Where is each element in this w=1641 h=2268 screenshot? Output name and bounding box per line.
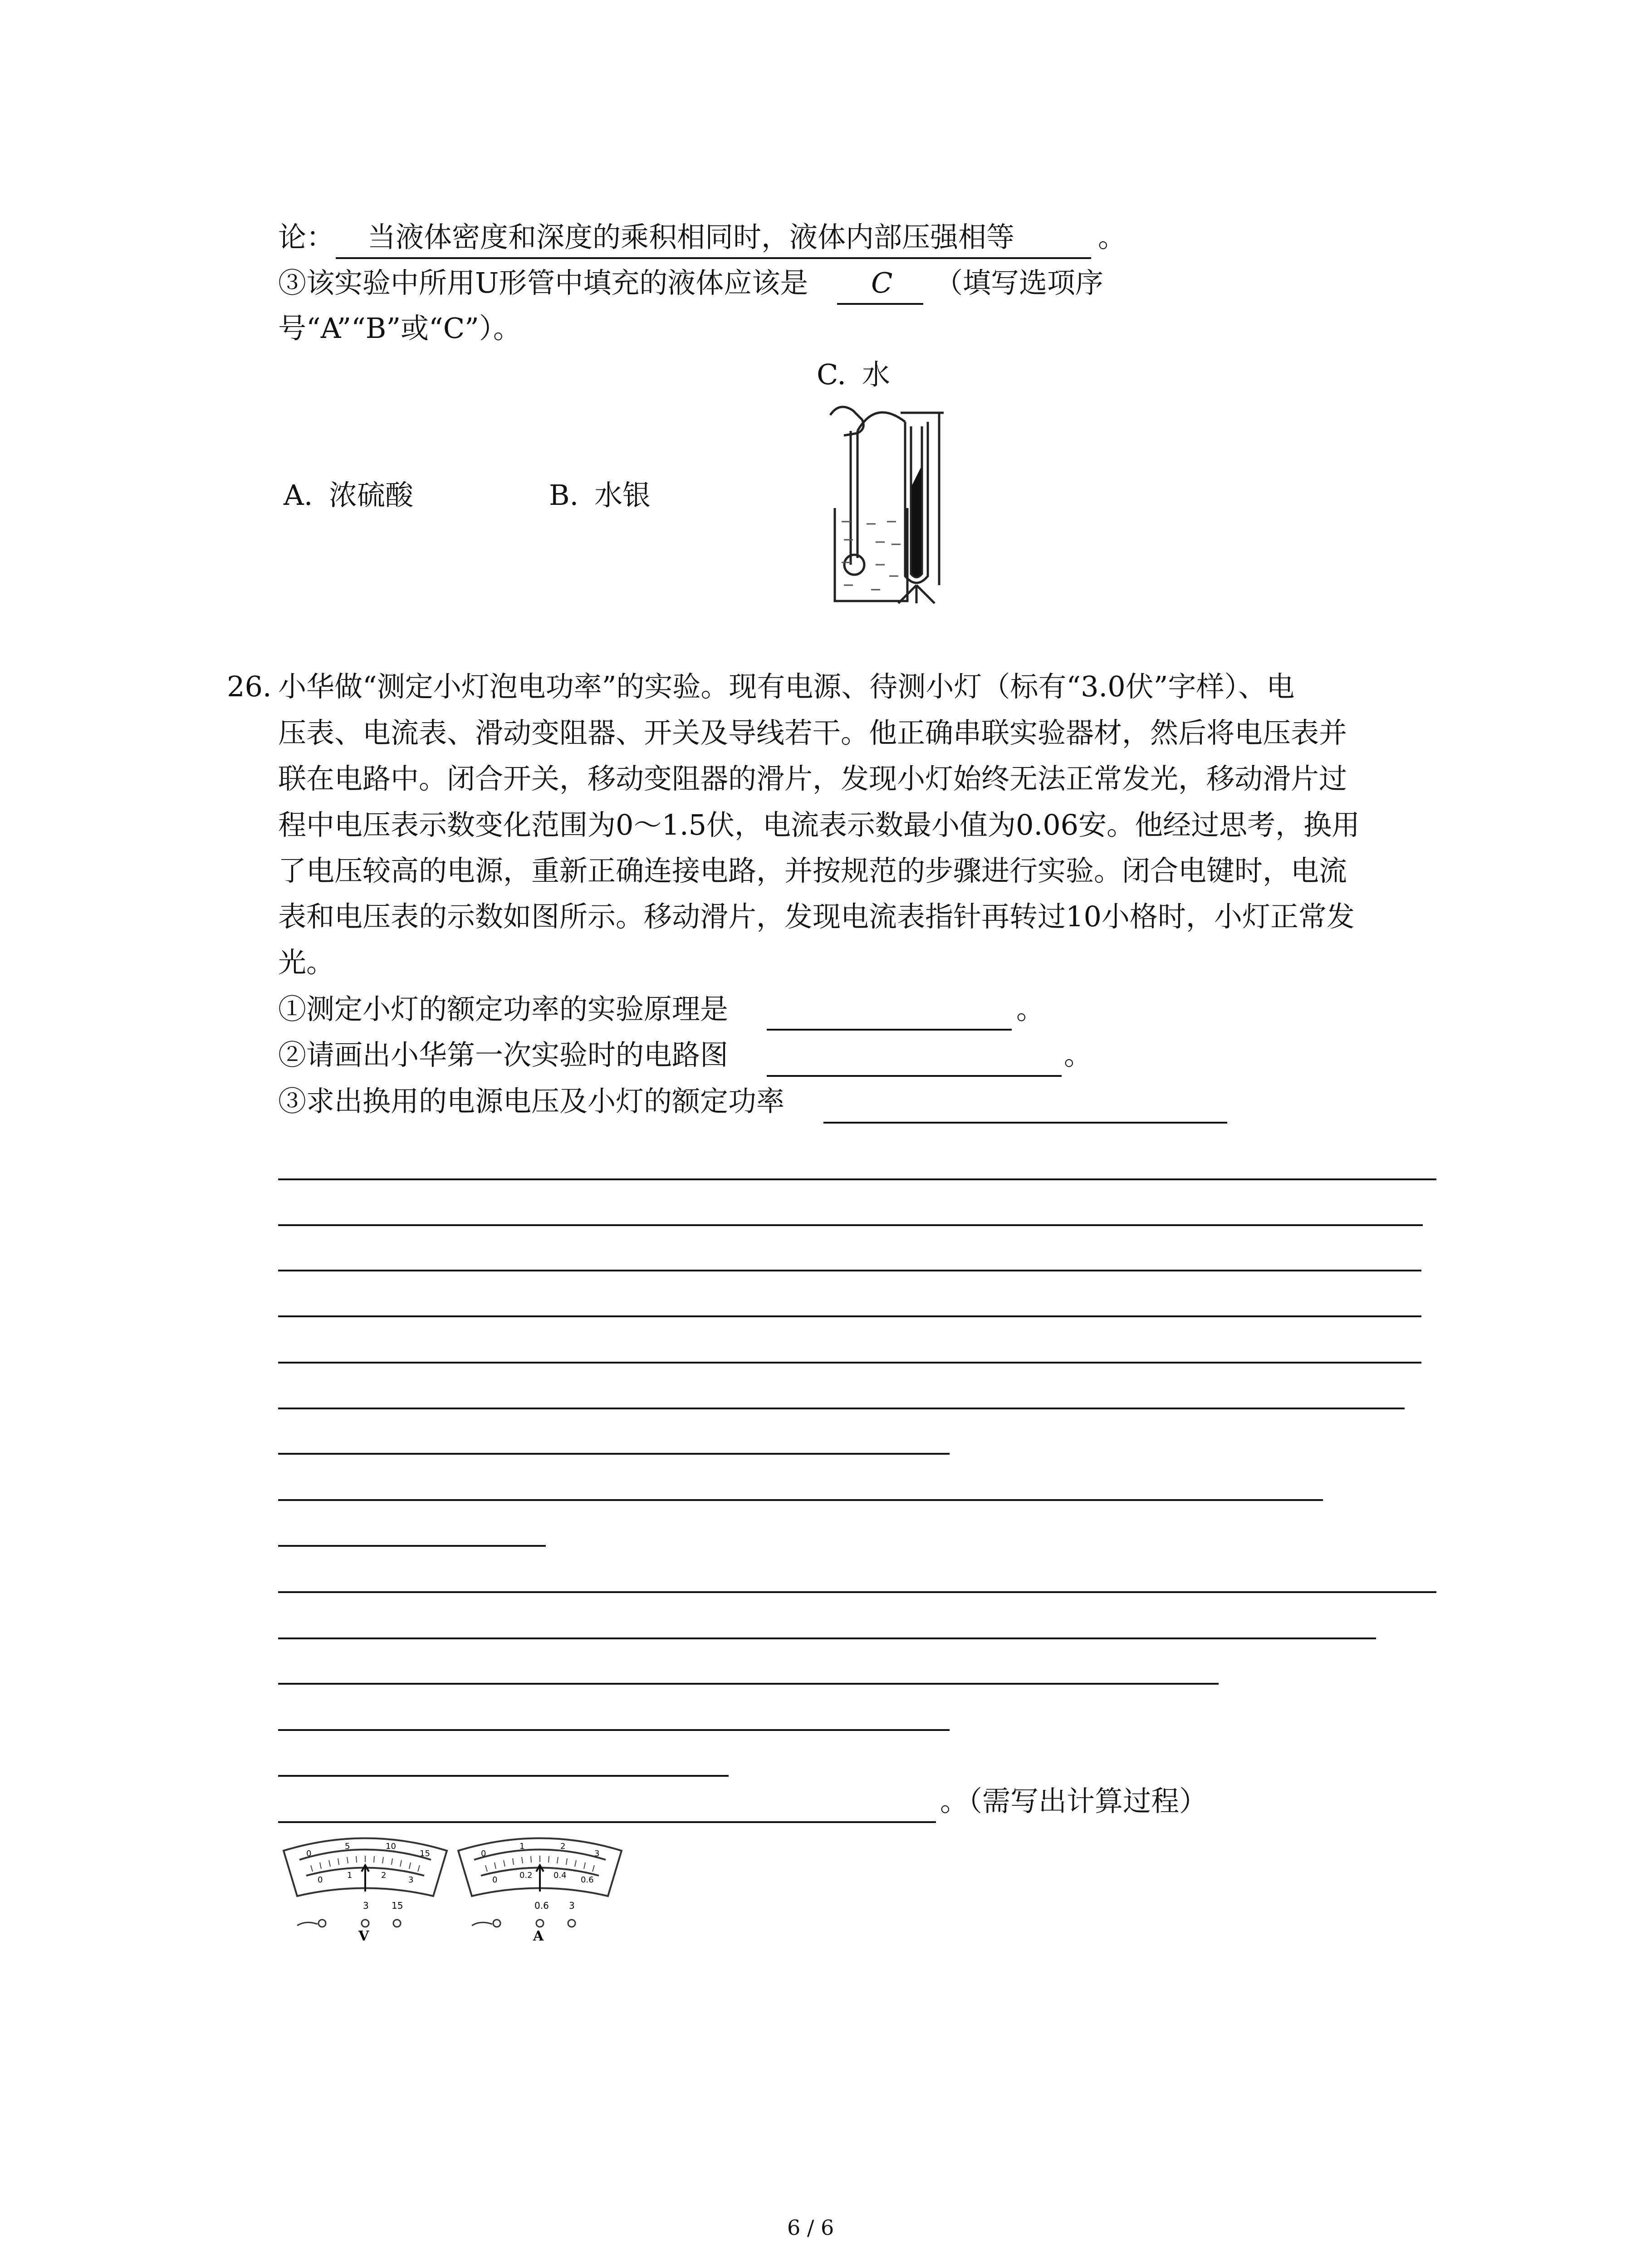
ammeter-bottom-label-1: 0.2 xyxy=(519,1871,533,1880)
ammeter-top-label-0: 0 xyxy=(481,1849,486,1858)
option-b-text: 水银 xyxy=(594,479,651,512)
answer-line xyxy=(278,1408,1405,1409)
conclusion-answer: 当液体密度和深度的乘积相同时，液体内部压强相等 xyxy=(367,220,1015,254)
question-paragraph-line-2: 压表、电流表、滑动变阻器、开关及导线若干。他正确串联实验器材，然后将电压表并 xyxy=(278,716,1347,749)
question-paragraph-line-6: 表和电压表的示数如图所示。移动滑片，发现电流表指针再转过10小格时，小灯正常发 xyxy=(278,900,1355,933)
conclusion-prefix: 论： xyxy=(278,220,335,254)
calculation-note: 。（需写出计算过程） xyxy=(940,1784,1208,1818)
answer-line xyxy=(278,1637,1376,1639)
liquid-question: ③该实验中所用U形管中填充的液体应该是 xyxy=(278,266,808,299)
voltmeter-top-label-0: 0 xyxy=(306,1849,312,1858)
answer-line xyxy=(278,1453,950,1455)
sub-question-3-blank xyxy=(823,1122,1227,1124)
ammeter-bottom-label-3: 0.6 xyxy=(581,1875,594,1885)
ammeter-symbol: A xyxy=(533,1928,544,1941)
voltmeter-top-label-1: 5 xyxy=(345,1842,350,1851)
voltmeter-bottom-label-0: 0 xyxy=(318,1875,323,1885)
sub-question-3: ③求出换用的电源电压及小灯的额定功率 xyxy=(278,1085,785,1118)
conclusion-underline xyxy=(336,257,1091,259)
sub-question-2-end: 。 xyxy=(1064,1038,1092,1071)
answer-line xyxy=(278,1499,1323,1501)
answer-line xyxy=(278,1729,950,1731)
answer-line xyxy=(278,1270,1421,1271)
ammeter-top-label-3: 3 xyxy=(594,1849,600,1858)
question-number: 26. xyxy=(227,670,272,703)
ammeter-figure xyxy=(454,1833,626,1941)
answer-line xyxy=(278,1315,1421,1317)
answer-line xyxy=(278,1178,1436,1180)
voltmeter-bottom-label-2: 2 xyxy=(381,1871,387,1880)
liquid-answer: C xyxy=(871,266,893,299)
voltmeter-top-label-2: 10 xyxy=(386,1842,396,1851)
ammeter-top-label-1: 1 xyxy=(519,1842,525,1851)
voltmeter-symbol: V xyxy=(358,1928,369,1941)
sub-question-1: ①测定小灯的额定功率的实验原理是 xyxy=(278,992,729,1026)
answer-line xyxy=(278,1821,936,1823)
question-paragraph-line-5: 了电压较高的电源，重新正确连接电路，并按规范的步骤进行实验。闭合电键时，电流 xyxy=(278,854,1347,887)
answer-line xyxy=(278,1775,729,1777)
voltmeter-terminal-15: 15 xyxy=(392,1900,403,1911)
option-c-label: C. xyxy=(817,358,846,391)
option-b-label: B. xyxy=(549,479,579,512)
sub-question-1-end: 。 xyxy=(1016,992,1045,1026)
voltmeter-terminal-3: 3 xyxy=(363,1900,369,1911)
pressure-gauge-apparatus-figure xyxy=(808,395,971,608)
question-paragraph-line-7: 光。 xyxy=(278,946,335,979)
sub-question-2: ②请画出小华第一次实验时的电路图 xyxy=(278,1038,729,1071)
answer-line xyxy=(278,1224,1423,1226)
page-number: 6 / 6 xyxy=(787,2215,834,2240)
sub-question-2-blank xyxy=(767,1075,1062,1077)
conclusion-end: 。 xyxy=(1098,220,1127,254)
answer-line xyxy=(278,1591,1436,1593)
question-paragraph-line-3: 联在电路中。闭合开关，移动变阻器的滑片，发现小灯始终无法正常发光，移动滑片过 xyxy=(278,762,1347,795)
option-c-text: 水 xyxy=(862,358,891,391)
ammeter-terminal-3: 3 xyxy=(569,1900,575,1911)
question-paragraph-line-4: 程中电压表示数变化范围为0～1.5伏，电流表示数最小值为0.06安。他经过思考，换用 xyxy=(278,808,1360,841)
sub-question-1-blank xyxy=(767,1029,1012,1031)
ammeter-bottom-label-2: 0.4 xyxy=(554,1871,567,1880)
voltmeter-bottom-label-3: 3 xyxy=(408,1875,414,1885)
answer-line xyxy=(278,1683,1219,1685)
liquid-underline xyxy=(837,303,923,305)
ammeter-terminal-0-6: 0.6 xyxy=(534,1900,549,1911)
voltmeter-top-label-3: 15 xyxy=(420,1849,430,1858)
ammeter-top-label-2: 2 xyxy=(560,1842,566,1851)
answer-line xyxy=(278,1545,546,1547)
option-a-text: 浓硫酸 xyxy=(329,479,414,512)
option-a-label: A. xyxy=(284,479,313,512)
liquid-question-suffix: （填写选项序 xyxy=(935,266,1104,299)
ammeter-bottom-label-0: 0 xyxy=(492,1875,498,1885)
voltmeter-figure xyxy=(279,1833,451,1941)
question-paragraph-line-1: 小华做“测定小灯泡电功率”的实验。现有电源、待测小灯（标有“3.0伏”字样）、电 xyxy=(278,670,1295,703)
voltmeter-bottom-label-1: 1 xyxy=(347,1871,353,1880)
answer-line xyxy=(278,1362,1421,1364)
liquid-question-line3: 号“A”“B”或“C”）。 xyxy=(278,312,521,345)
